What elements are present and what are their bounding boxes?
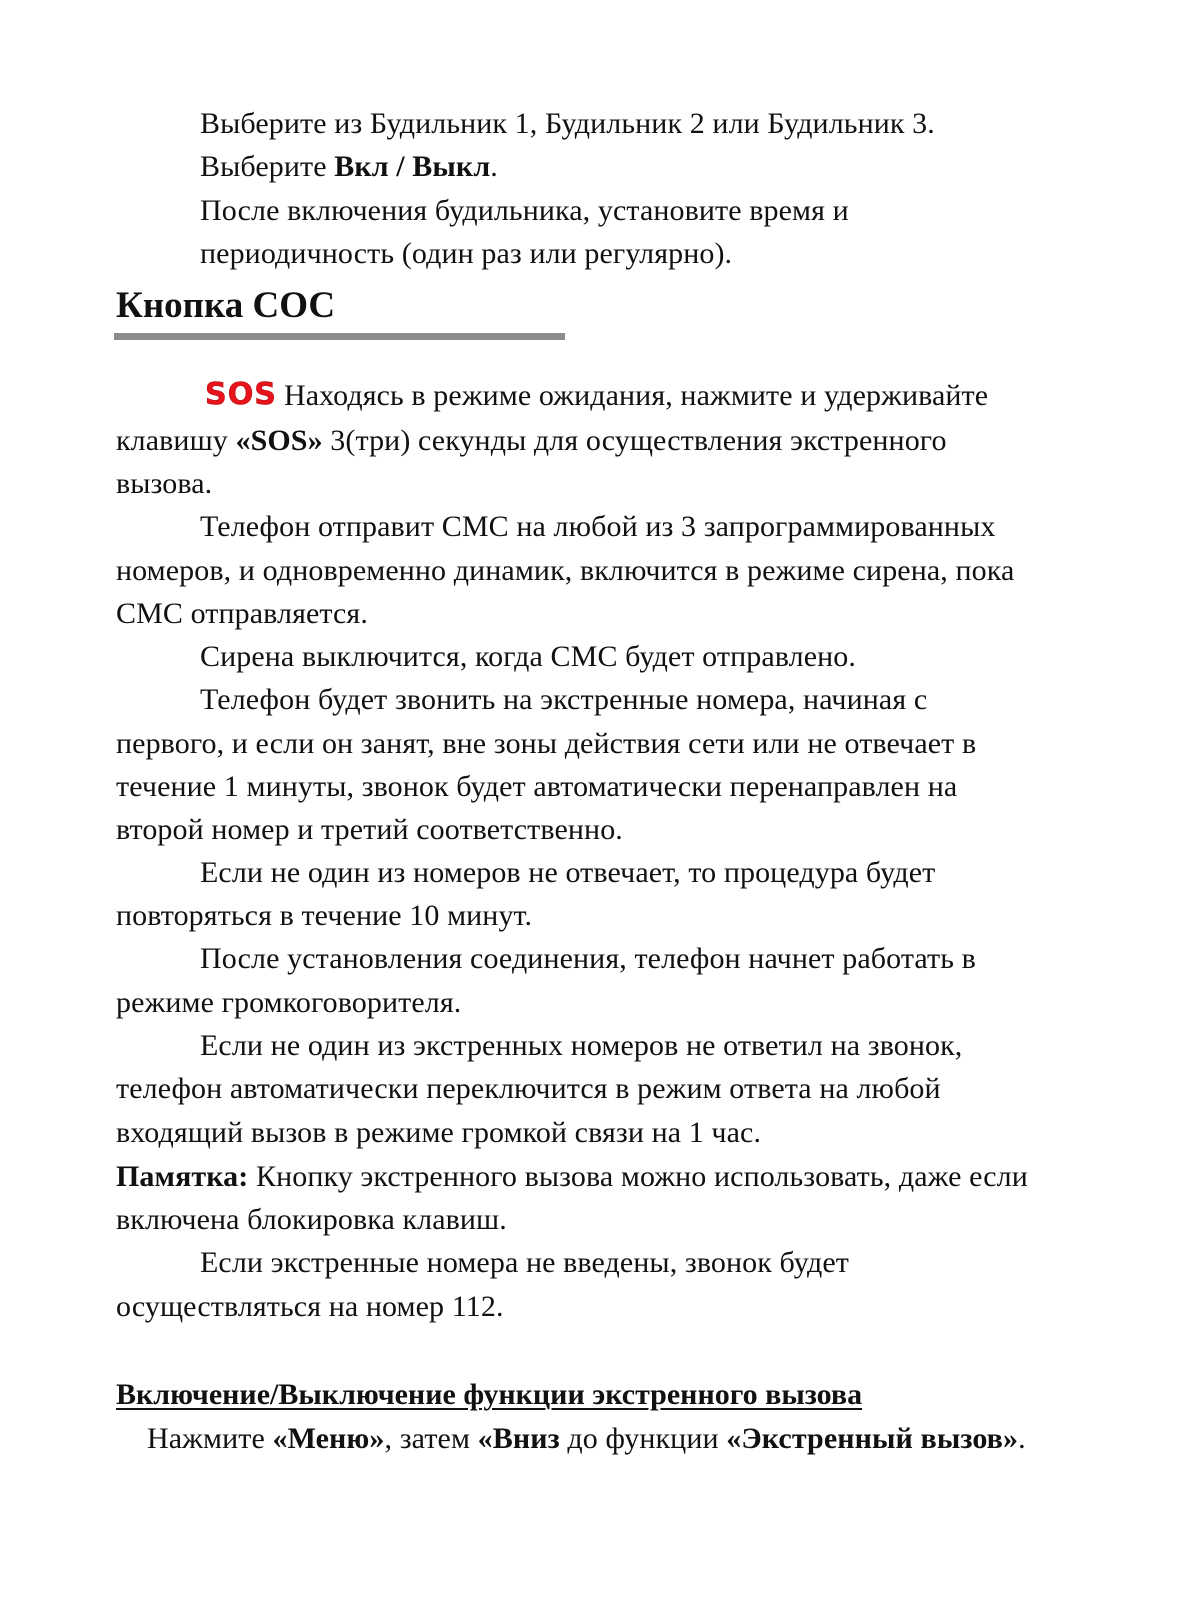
intro-line-4: периодичность (один раз или регулярно).: [200, 237, 733, 270]
note-label: Памятка:: [116, 1160, 249, 1193]
note-line-2: включена блокировка клавиш.: [116, 1203, 507, 1236]
default-number-line-1: Если экстренные номера не введены, звонок будет: [200, 1246, 849, 1279]
siren-paragraph-line-1: Сирена выключится, когда СМС будет отправлено.: [200, 640, 856, 673]
call-paragraph-line-1: Телефон будет звонить на экстренные номера, начиная с: [200, 683, 928, 716]
section-title: Кнопка СОС: [116, 285, 336, 326]
sms-paragraph-line-2: номеров, и одновременно динамик, включится в режиме сирена, пока: [116, 554, 1015, 587]
answer-paragraph-line-2: телефон автоматически переключится в режим ответа на любой: [116, 1072, 941, 1105]
note-line-1: Памятка: Кнопку экстренного вызова можно использовать, даже если: [116, 1160, 1028, 1193]
sos-paragraph-line-1: SOS Находясь в режиме ожидания, нажмите и удерживайте: [205, 378, 988, 416]
speaker-paragraph-line-2: режиме громкоговорителя.: [116, 986, 462, 1019]
sms-paragraph-line-3: СМС отправляется.: [116, 597, 368, 630]
intro-line-2: Выберите Вкл / Выкл.: [200, 150, 498, 183]
down-key-label: «Вниз: [477, 1422, 560, 1455]
sos-key-label: «SOS»: [235, 424, 323, 457]
intro-line-3: После включения будильника, установите время и: [200, 194, 849, 227]
on-off-label: Вкл / Выкл: [334, 150, 491, 183]
section-title-rule: [114, 333, 565, 340]
sos-icon-label: SOS: [205, 379, 277, 407]
subsection-title: Включение/Выключение функции экстренного вызова: [116, 1378, 863, 1411]
repeat-paragraph-line-1: Если не один из номеров не отвечает, то процедура будет: [200, 856, 936, 889]
emergency-call-function-label: «Экстренный вызов»: [726, 1422, 1019, 1455]
sos-paragraph-line-3: вызова.: [116, 467, 213, 500]
repeat-paragraph-line-2: повторяться в течение 10 минут.: [116, 899, 533, 932]
menu-key-label: «Меню»: [272, 1422, 385, 1455]
default-number-line-2: осуществляться на номер 112.: [116, 1290, 504, 1323]
answer-paragraph-line-1: Если не один из экстренных номеров не ответил на звонок,: [200, 1029, 963, 1062]
call-paragraph-line-3: течение 1 минуты, звонок будет автоматически перенаправлен на: [116, 770, 958, 803]
intro-line-1: Выберите из Будильник 1, Будильник 2 или Будильник 3.: [200, 107, 935, 140]
subsection-instruction-line: Нажмите «Меню», затем «Вниз до функции «Экстренный вызов».: [147, 1422, 1026, 1455]
sos-icon: [205, 379, 279, 416]
call-paragraph-line-2: первого, и если он занят, вне зоны действия сети или не отвечает в: [116, 727, 977, 760]
call-paragraph-line-4: второй номер и третий соответственно.: [116, 813, 623, 846]
sms-paragraph-line-1: Телефон отправит СМС на любой из 3 запрограммированных: [200, 510, 996, 543]
speaker-paragraph-line-1: После установления соединения, телефон начнет работать в: [200, 942, 976, 975]
answer-paragraph-line-3: входящий вызов в режиме громкой связи на 1 час.: [116, 1116, 762, 1149]
sos-paragraph-line-2: клавишу «SOS» 3(три) секунды для осуществления экстренного: [116, 424, 947, 457]
